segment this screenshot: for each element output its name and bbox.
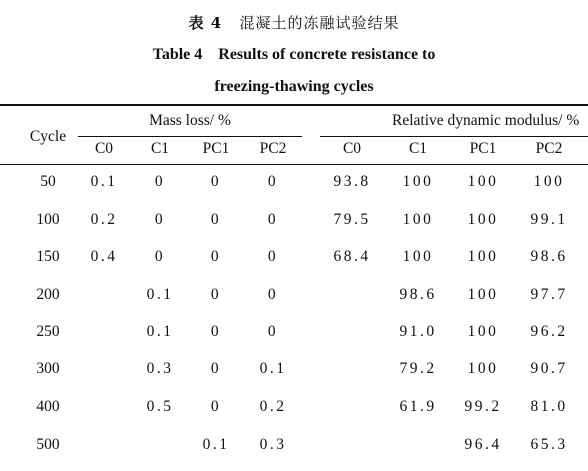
subheader-c0: C0 bbox=[94, 140, 114, 157]
header-relative-dynamic-modulus: Relative dynamic modulus/ % bbox=[392, 112, 580, 129]
table-cell: 100 bbox=[402, 211, 434, 228]
cycle-value: 250 bbox=[36, 323, 60, 340]
header-bottom-rule bbox=[0, 164, 588, 165]
header-cycle: Cycle bbox=[29, 128, 67, 145]
table-cell: 100 bbox=[467, 248, 499, 265]
table-cell: 0.3 bbox=[146, 360, 174, 377]
table-cell: 68.4 bbox=[333, 248, 371, 265]
table-cell: 0.1 bbox=[259, 360, 287, 377]
table-cell: 100 bbox=[467, 323, 499, 340]
table-cell: 96.4 bbox=[464, 436, 502, 453]
mass-loss-group-rule bbox=[78, 136, 302, 137]
table-cell: 0.1 bbox=[146, 323, 174, 340]
cycle-value: 200 bbox=[36, 286, 60, 303]
table-cell: 0 bbox=[210, 323, 222, 340]
table-cell: 0 bbox=[267, 211, 279, 228]
subheader-pc1: PC1 bbox=[469, 140, 497, 157]
table-cell: 0 bbox=[267, 248, 279, 265]
table-cell: 96.2 bbox=[530, 323, 568, 340]
table-cell: 0 bbox=[210, 248, 222, 265]
table-cell: 99.2 bbox=[464, 398, 502, 415]
table-cell: 0.4 bbox=[90, 248, 118, 265]
table-cell: 81.0 bbox=[530, 398, 568, 415]
table-cell: 91.0 bbox=[399, 323, 437, 340]
table-title-chinese: 混凝土的冻融试验结果 bbox=[239, 14, 400, 32]
table-cell: 0 bbox=[267, 323, 279, 340]
table-title-english-line1: Table 4 Results of concrete resistance to bbox=[152, 46, 436, 63]
cycle-value: 100 bbox=[36, 211, 60, 228]
table-cell: 0 bbox=[154, 211, 166, 228]
table-cell: 100 bbox=[402, 173, 434, 190]
table-cell: 98.6 bbox=[399, 286, 437, 303]
modulus-group-rule bbox=[320, 136, 588, 137]
header-mass-loss: Mass loss/ % bbox=[149, 112, 231, 129]
table-cell: 0 bbox=[210, 173, 222, 190]
table-cell: 0 bbox=[210, 360, 222, 377]
cycle-value: 50 bbox=[40, 173, 56, 190]
table-cell: 100 bbox=[533, 173, 565, 190]
cycle-value: 500 bbox=[36, 436, 60, 453]
subheader-pc1: PC1 bbox=[202, 140, 230, 157]
cycle-value: 150 bbox=[36, 248, 60, 265]
table-cell: 97.7 bbox=[530, 286, 568, 303]
cycle-value: 300 bbox=[36, 360, 60, 377]
table-cell: 0 bbox=[210, 211, 222, 228]
table-cell: 100 bbox=[402, 248, 434, 265]
table-cell: 0 bbox=[267, 173, 279, 190]
table-cell: 0.1 bbox=[202, 436, 230, 453]
table-cell: 0 bbox=[267, 286, 279, 303]
table-top-rule bbox=[0, 104, 588, 106]
table-cell: 100 bbox=[467, 211, 499, 228]
table-cell: 0.1 bbox=[90, 173, 118, 190]
table-cell: 0 bbox=[154, 173, 166, 190]
subheader-pc2: PC2 bbox=[535, 140, 563, 157]
table-cell: 93.8 bbox=[333, 173, 371, 190]
table-cell: 90.7 bbox=[530, 360, 568, 377]
cycle-value: 400 bbox=[36, 398, 60, 415]
table-cell: 100 bbox=[467, 360, 499, 377]
table-cell: 0.5 bbox=[146, 398, 174, 415]
table-cell: 99.1 bbox=[530, 211, 568, 228]
subheader-c0: C0 bbox=[342, 140, 362, 157]
table-cell: 0.2 bbox=[259, 398, 287, 415]
table-cell: 0.3 bbox=[259, 436, 287, 453]
table-caption-chinese bbox=[0, 12, 588, 33]
table-cell: 98.6 bbox=[530, 248, 568, 265]
subheader-c1: C1 bbox=[408, 140, 428, 157]
table-cell: 61.9 bbox=[399, 398, 437, 415]
table-cell: 100 bbox=[467, 173, 499, 190]
table-cell: 0.1 bbox=[146, 286, 174, 303]
table-cell: 0 bbox=[210, 398, 222, 415]
table-cell: 0 bbox=[210, 286, 222, 303]
table-cell: 0.2 bbox=[90, 211, 118, 228]
table-label-chinese: 表 4 bbox=[188, 14, 223, 32]
table-cell: 79.2 bbox=[399, 360, 437, 377]
table-title-english-line2: freezing-thawing cycles bbox=[214, 78, 374, 95]
table-cell: 100 bbox=[467, 286, 499, 303]
table-cell: 0 bbox=[154, 248, 166, 265]
subheader-c1: C1 bbox=[150, 140, 170, 157]
table-cell: 79.5 bbox=[333, 211, 371, 228]
table-cell: 65.3 bbox=[530, 436, 568, 453]
subheader-pc2: PC2 bbox=[259, 140, 287, 157]
